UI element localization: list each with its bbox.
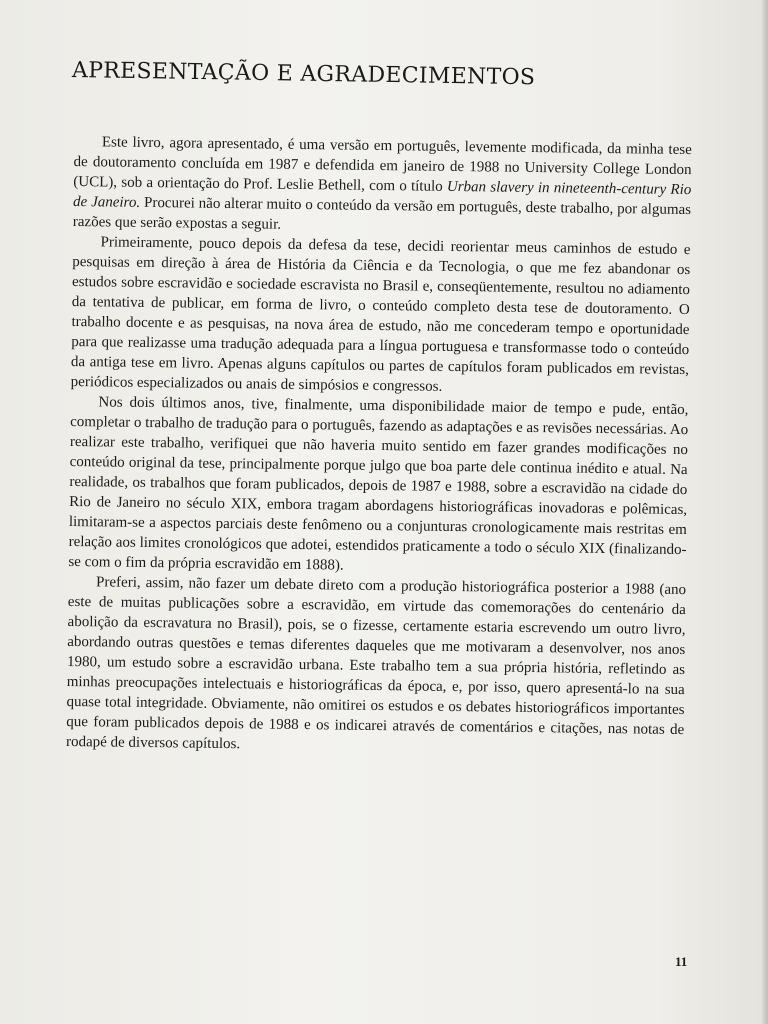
paragraph-1-text: Este livro, agora apresentado, é uma versão em português, levemente modificada, da minha tese de doutoramento concluída em 1987 e defendida em janeiro de 1988 no University College London (UCL), sob a orientação do Prof. Leslie Bethell, com o título [73, 134, 692, 195]
paragraph-1-text-end: Procurei não alterar muito o conteúdo da versão em português, deste trabalho, por algumas razões que serão expostas a seguir. [72, 194, 692, 233]
chapter-heading: APRESENTAÇÃO E AGRADECIMENTOS [71, 58, 536, 91]
body-text [66, 132, 692, 760]
page-edge-shadow [762, 0, 768, 1024]
thesis-title: Urban slavery in nineteenth-century Rio de Janeiro. [72, 178, 692, 211]
paragraph-3: Nos dois últimos anos, tive, finalmente, uma disponibilidade maior de tempo e pude, então, completar o trabalho de tradução para o português, fazendo as adaptações e as revisões necessárias. Ao realizar este trabalho, verifiquei que não haveria muito sentido em fazer grandes modificações no conteúdo original da tese, principalmente porque julgo que boa parte dele continua inédito e atual. Na realidade, os trabalhos que foram publicados, depois de 1987 e 1988, sobre a escravidão na cidade do Rio de Janeiro no século XIX, embora tragam abordagens historiográficas inovadoras e polêmicas, limitaram-se a aspectos parciais deste fenômeno ou a conjunturas cronologicamente mais restritas em relação aos limites cronológicos que adotei, estendidos praticamente a todo o século XIX (finalizando-se com o fim da própria escravidão em 1888). [68, 394, 689, 574]
page-number: 11 [675, 954, 688, 969]
paragraph-1 [73, 132, 692, 240]
paragraph-2: Primeiramente, pouco depois da defesa da tese, decidi reorientar meus caminhos de estudo e pesquisas em direção à área de História da Ciência e da Tecnologia, o que me fez abandonar os estudos sobre escravidão e sociedade escravista no Brasil e, conseqüentemente, resultou no adiamento da tentativa de publicar, em forma de livro, o conteúdo completo desta tese de doutoramento. O trabalho docente e as pesquisas, na nova área de estudo, não me concederam tempo e oportunidade para que realizasse uma tradução adequada para a língua portuguesa e transformasse todo o conteúdo da antiga tese em livro. Apenas alguns capítulos ou partes de capítulos foram publicados em revistas, periódicos especializados ou anais de simpósios e congressos. [70, 234, 691, 395]
paragraph-4: Preferi, assim, não fazer um debate direto com a produção historiográfica posterior a 1988 (ano este de muitas publicações sobre a escravidão, em virtude das comemorações do centenário da abolição da escravatura no Brasil), pois, se o fizesse, certamente estaria escrevendo um outro livro, abordando outras questões e temas diferentes daqueles que me motivaram a desenvolver, nos anos 1980, um estudo sobre a escravidão urbana. Este trabalho tem a sua própria história, refletindo as minhas preocupações intelectuais e historiográficas da época, e, por isso, quero apresentá-lo na sua quase total integridade. Obviamente, não omitirei os estudos e os debates historiográficos importantes que foram publicados depois de 1988 e os indicarei através de comentários e citações, nas notas de rodapé de diversos capítulos. [65, 574, 687, 753]
